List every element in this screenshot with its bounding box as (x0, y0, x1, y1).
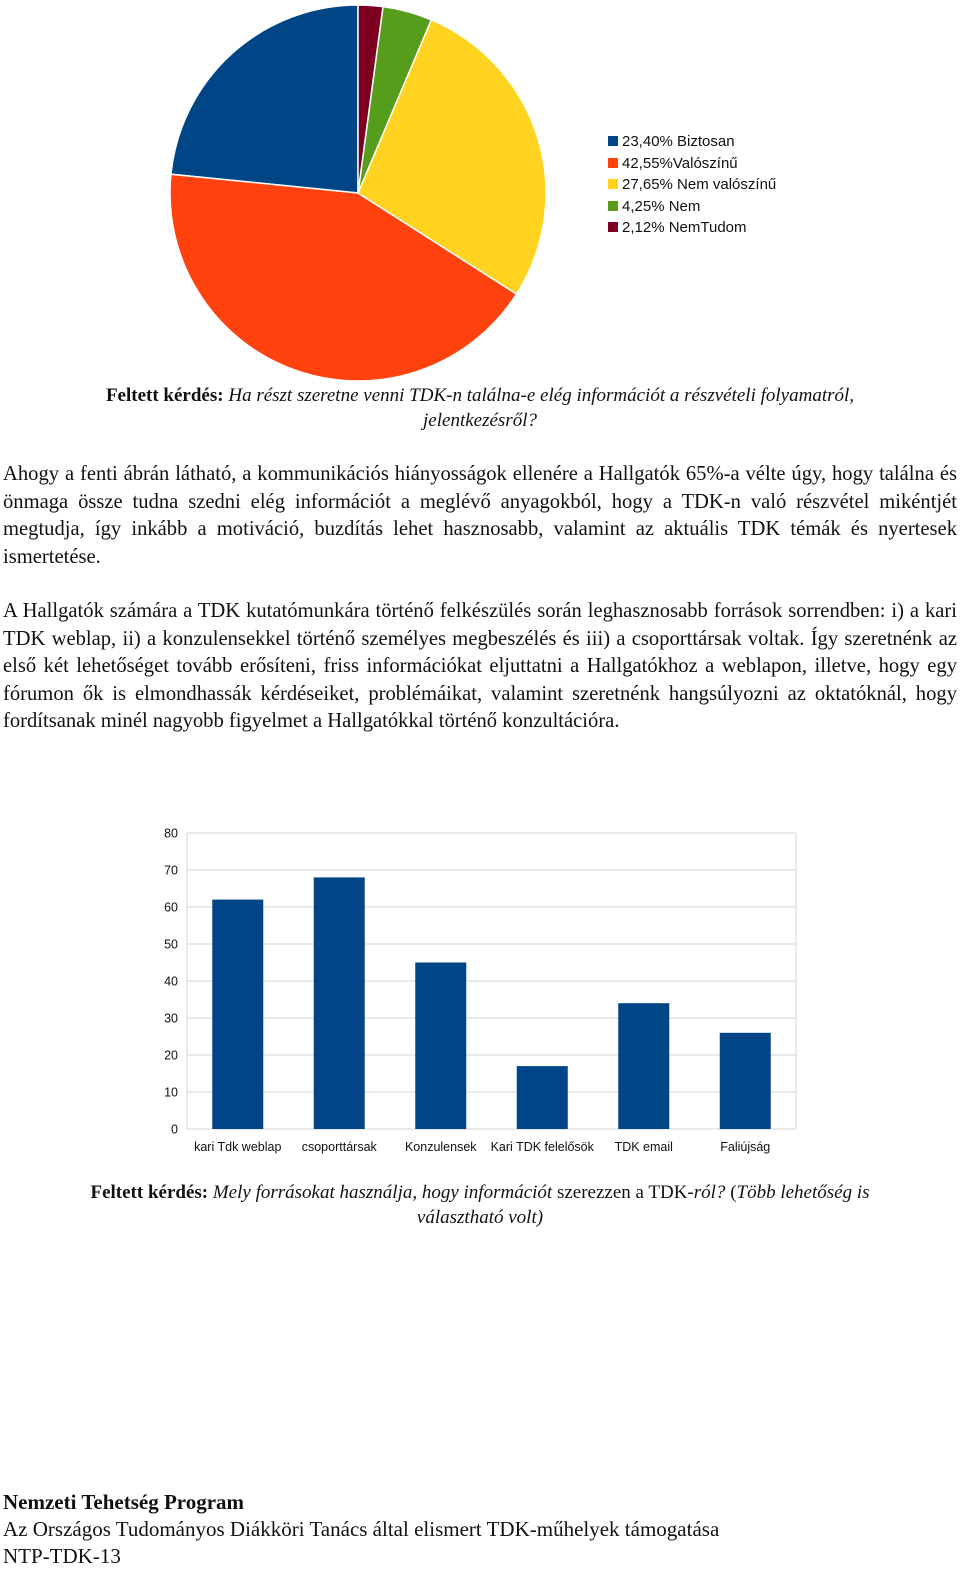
bar (618, 1003, 669, 1129)
x-tick-label: csoporttársak (301, 1140, 377, 1154)
x-tick-label: TDK email (614, 1140, 673, 1154)
caption2-note: Több lehetőség is (736, 1182, 870, 1203)
y-tick-label: 0 (171, 1122, 178, 1137)
caption2-note-cont: választható volt) (416, 1207, 544, 1228)
legend-label: 27,65% Nem valószínű (622, 176, 777, 193)
y-tick-label: 50 (164, 937, 178, 952)
x-tick-label: Kari TDK felelősök (490, 1140, 594, 1154)
legend-label: 2,12% NemTudom (622, 219, 747, 236)
footer-program: Nemzeti Tehetség Program (3, 1490, 245, 1514)
x-tick-label: Faliújság (720, 1140, 771, 1154)
paragraph-2: A Hallgatók számára a TDK kutatómunkára történő felkészülés során leghasznosabb források sorrendben: i) a kari TDK weblap, ii) a konzulensekkel történő személyes megbeszélés és iii) a csoporttársak voltak. Így szeretnénk az első két lehetőséget tovább erősíteni, friss információkat eljuttatni a Hallgatókhoz a weblapon, illetve, hogy egy fórumon ők is elmondhassák kérdéseiket, problémáikat, valamint szeretnénk hangsúlyozni az oktatóknál, hogy fordítsanak minél nagyobb figyelmet a Hallgatókkal történő konzultációra. (3, 600, 957, 732)
caption-question: Ha részt szeretne venni TDK-n találna-e elég információt a részvételi folyamatról, (228, 385, 855, 406)
caption-question-cont: jelentkezésről? (423, 410, 537, 431)
bar (415, 963, 466, 1130)
y-tick-label: 60 (164, 900, 178, 915)
y-tick-label: 20 (164, 1048, 178, 1063)
caption-label: Feltett kérdés: (105, 385, 224, 406)
x-tick-label: Konzulensek (404, 1140, 477, 1154)
y-tick-label: 70 (164, 863, 178, 878)
bar (314, 877, 365, 1129)
y-tick-label: 40 (164, 974, 178, 989)
y-tick-label: 30 (164, 1011, 178, 1026)
x-tick-label: kari Tdk weblap (194, 1140, 282, 1154)
y-tick-label: 80 (164, 826, 178, 841)
paragraph-1: Ahogy a fenti ábrán látható, a kommunikációs hiányosságok ellenére a Hallgatók 65%-a vélte úgy, hogy találna és önmaga össze tudna szedni elég információt a meglévő anyagokból, hogy a TDK-n való részvétel mikéntjét megtudja, így inkább a motiváció, buzdítás lehet hasznosabb, valamint az aktuális TDK témák és nyertesek ismertetése. (3, 463, 957, 568)
legend-label: 23,40% Biztosan (622, 133, 735, 150)
caption2-question-b: szerezzen a TDK- (556, 1182, 694, 1203)
legend-label: 42,55%Valószínű (622, 154, 738, 172)
y-tick-label: 10 (164, 1085, 178, 1100)
caption2-label: Feltett kérdés: (90, 1182, 209, 1203)
caption2-question-c: ról? (693, 1182, 726, 1203)
caption2-paren: ( (730, 1182, 737, 1203)
legend-label: 4,25% Nem (622, 197, 701, 215)
caption2-question-a: Mely forrásokat használja, hogy információt (212, 1182, 553, 1203)
footer-support: Az Országos Tudományos Diákköri Tanács által elismert TDK-műhelyek támogatása (3, 1517, 720, 1541)
bar-caption (0, 1180, 960, 1230)
bar (517, 1066, 568, 1129)
footer (3, 1489, 719, 1570)
footer-code: NTP-TDK-13 (3, 1544, 121, 1568)
bar (212, 900, 263, 1129)
bar (720, 1033, 771, 1129)
